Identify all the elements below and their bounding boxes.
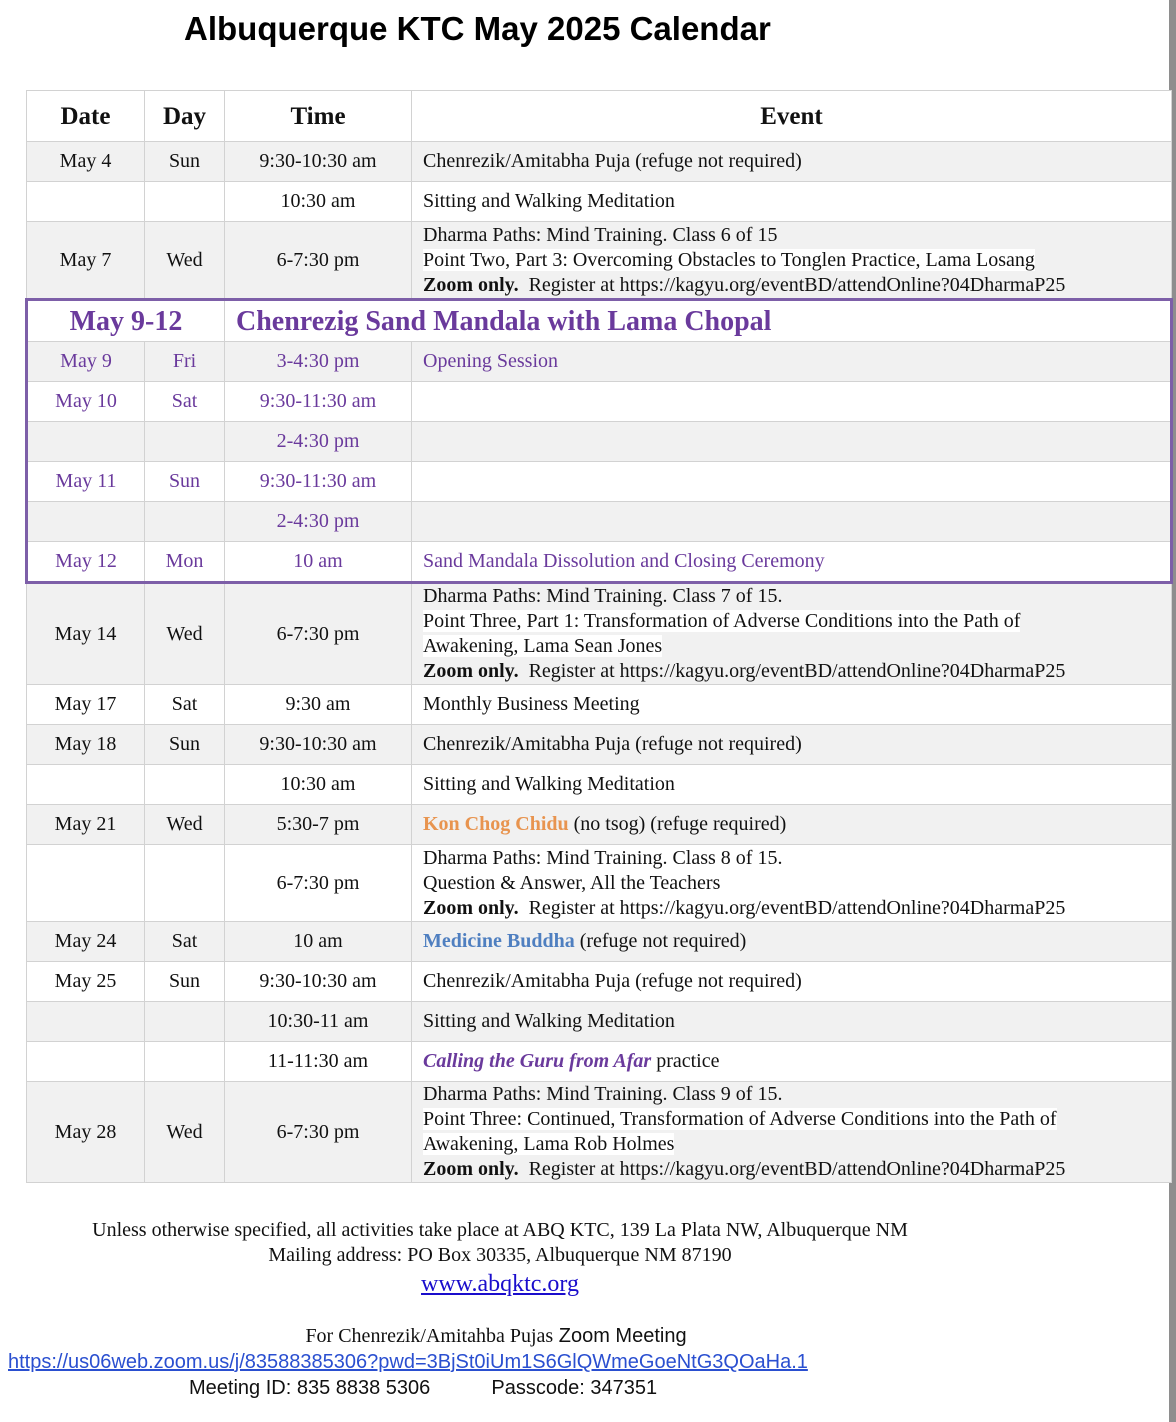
date-cell: May 28	[27, 1082, 145, 1183]
event-cell	[412, 1042, 1172, 1082]
day-cell: Wed	[145, 805, 225, 845]
calling-the-guru-label: Calling the Guru from Afar	[423, 1050, 652, 1072]
mandala-header-row	[27, 300, 1172, 342]
day-cell: Sat	[145, 382, 225, 422]
event-detail: (no tsog) (refuge required)	[568, 813, 787, 835]
day-cell	[145, 845, 225, 922]
day-cell: Sun	[145, 142, 225, 182]
header-row	[27, 91, 1172, 142]
time-cell: 9:30-10:30 am	[225, 725, 412, 765]
date-cell: May 12	[27, 542, 145, 583]
event-line: Awakening, Lama Sean Jones	[423, 635, 663, 657]
register-text: Register at https://kagyu.org/eventBD/attendOnline?04DharmaP25	[518, 1158, 1066, 1180]
table-row	[27, 685, 1172, 725]
date-cell: May 10	[27, 382, 145, 422]
calendar-table	[25, 90, 1173, 1183]
time-cell: 6-7:30 pm	[225, 583, 412, 685]
event-cell	[412, 422, 1172, 462]
time-cell: 2-4:30 pm	[225, 502, 412, 542]
date-cell: May 21	[27, 805, 145, 845]
time-cell: 5:30-7 pm	[225, 805, 412, 845]
table-row	[27, 382, 1172, 422]
event-cell	[412, 1082, 1172, 1183]
event-line: Point Three: Continued, Transformation of Adverse Conditions into the Path of	[423, 1108, 1057, 1130]
event-cell	[412, 805, 1172, 845]
day-cell: Wed	[145, 583, 225, 685]
event-line: Dharma Paths: Mind Training. Class 9 of 15.	[423, 1083, 783, 1105]
event-line: Dharma Paths: Mind Training. Class 8 of 15.	[423, 846, 783, 869]
sand-mandala-block	[27, 300, 1172, 583]
register-text: Register at https://kagyu.org/eventBD/attendOnline?04DharmaP25	[518, 273, 1066, 296]
mandala-date-range: May 9-12	[27, 300, 225, 342]
table-row	[27, 462, 1172, 502]
event-cell	[412, 583, 1172, 685]
day-cell	[145, 1042, 225, 1082]
date-cell	[27, 182, 145, 222]
header-day: Day	[145, 91, 225, 142]
event-line: Point Three, Part 1: Transformation of Adverse Conditions into the Path of	[423, 610, 1021, 632]
event-cell	[412, 502, 1172, 542]
event-cell: Chenrezik/Amitabha Puja (refuge not required)	[412, 142, 1172, 182]
time-cell: 9:30-11:30 am	[225, 462, 412, 502]
table-row	[27, 1002, 1172, 1042]
table-row	[27, 502, 1172, 542]
table-row	[27, 222, 1172, 300]
table-row	[27, 342, 1172, 382]
table-row	[27, 583, 1172, 685]
event-cell: Chenrezik/Amitabha Puja (refuge not required)	[412, 725, 1172, 765]
time-cell: 9:30-11:30 am	[225, 382, 412, 422]
day-cell	[145, 182, 225, 222]
date-cell	[27, 502, 145, 542]
location-note: Unless otherwise specified, all activities take place at ABQ KTC, 139 La Plata NW, Albuquerque NM	[92, 1219, 908, 1241]
register-text: Register at https://kagyu.org/eventBD/attendOnline?04DharmaP25	[518, 896, 1066, 919]
website-line	[0, 1269, 1000, 1299]
table-row	[27, 845, 1172, 922]
day-cell: Wed	[145, 1082, 225, 1183]
date-cell	[27, 1042, 145, 1082]
medicine-buddha-label: Medicine Buddha	[423, 930, 575, 952]
date-cell	[27, 845, 145, 922]
event-line: Question & Answer, All the Teachers	[423, 871, 721, 894]
day-cell	[145, 422, 225, 462]
table-row	[27, 142, 1172, 182]
event-cell	[412, 382, 1172, 422]
time-cell: 9:30-10:30 am	[225, 962, 412, 1002]
event-line: Awakening, Lama Rob Holmes	[423, 1133, 675, 1155]
day-cell: Wed	[145, 222, 225, 300]
table-row	[27, 725, 1172, 765]
time-cell: 2-4:30 pm	[225, 422, 412, 462]
kon-chog-chidu-label: Kon Chog Chidu	[423, 813, 569, 835]
zoom-only-label: Zoom only.	[423, 896, 519, 919]
event-cell: Sitting and Walking Meditation	[412, 182, 1172, 222]
event-detail: (refuge not required)	[574, 930, 747, 952]
table-row	[27, 805, 1172, 845]
time-cell: 6-7:30 pm	[225, 1082, 412, 1183]
day-cell	[145, 502, 225, 542]
event-line: Dharma Paths: Mind Training. Class 7 of 15.	[423, 585, 783, 607]
zoom-meeting-word: Zoom Meeting	[553, 1325, 687, 1347]
zoom-link-line	[8, 1350, 808, 1375]
zoom-intro: For Chenrezik/Amitahba Pujas	[305, 1325, 554, 1347]
header-time: Time	[225, 91, 412, 142]
zoom-only-label: Zoom only.	[423, 1158, 519, 1180]
date-cell: May 24	[27, 922, 145, 962]
event-cell	[412, 222, 1172, 300]
date-cell	[27, 422, 145, 462]
day-cell: Mon	[145, 542, 225, 583]
date-cell: May 17	[27, 685, 145, 725]
register-text: Register at https://kagyu.org/eventBD/attendOnline?04DharmaP25	[518, 660, 1066, 682]
day-cell: Sat	[145, 685, 225, 725]
header-event: Event	[412, 91, 1172, 142]
day-cell: Fri	[145, 342, 225, 382]
time-cell: 11-11:30 am	[225, 1042, 412, 1082]
event-cell	[412, 845, 1172, 922]
table-row	[27, 542, 1172, 583]
zoom-only-label: Zoom only.	[423, 273, 519, 296]
day-cell	[145, 765, 225, 805]
event-cell: Opening Session	[412, 342, 1172, 382]
event-cell: Sitting and Walking Meditation	[412, 765, 1172, 805]
event-cell: Chenrezik/Amitabha Puja (refuge not required)	[412, 962, 1172, 1002]
time-cell: 10:30 am	[225, 765, 412, 805]
meeting-id: Meeting ID: 835 8838 5306	[189, 1377, 431, 1399]
time-cell: 10 am	[225, 922, 412, 962]
event-detail: practice	[651, 1050, 720, 1072]
time-cell: 9:30-10:30 am	[225, 142, 412, 182]
table-row	[27, 765, 1172, 805]
day-cell: Sun	[145, 462, 225, 502]
mailing-address: Mailing address: PO Box 30335, Albuquerque NM 87190	[268, 1244, 732, 1266]
time-cell: 3-4:30 pm	[225, 342, 412, 382]
header-date: Date	[27, 91, 145, 142]
zoom-credentials	[189, 1376, 657, 1401]
date-cell	[27, 1002, 145, 1042]
website-link[interactable]: www.abqktc.org	[421, 1271, 579, 1297]
date-cell: May 14	[27, 583, 145, 685]
date-cell	[27, 765, 145, 805]
event-cell	[412, 462, 1172, 502]
date-cell: May 4	[27, 142, 145, 182]
passcode: Passcode: 347351	[491, 1377, 658, 1399]
time-cell: 6-7:30 pm	[225, 845, 412, 922]
date-cell: May 11	[27, 462, 145, 502]
date-cell: May 9	[27, 342, 145, 382]
table-row	[27, 182, 1172, 222]
time-cell: 10:30 am	[225, 182, 412, 222]
table-row	[27, 922, 1172, 962]
table-row	[27, 422, 1172, 462]
event-cell: Sitting and Walking Meditation	[412, 1002, 1172, 1042]
day-cell: Sun	[145, 962, 225, 1002]
event-cell	[412, 922, 1172, 962]
date-cell: May 18	[27, 725, 145, 765]
event-cell: Monthly Business Meeting	[412, 685, 1172, 725]
date-cell: May 7	[27, 222, 145, 300]
event-line: Point Two, Part 3: Overcoming Obstacles to Tonglen Practice, Lama Losang	[423, 248, 1035, 271]
table-row	[27, 962, 1172, 1002]
table-row	[27, 1082, 1172, 1183]
page-title: Albuquerque KTC May 2025 Calendar	[184, 10, 771, 47]
mandala-title: Chenrezig Sand Mandala with Lama Chopal	[225, 300, 1172, 342]
date-cell: May 25	[27, 962, 145, 1002]
zoom-meeting-heading	[0, 1324, 996, 1349]
time-cell: 10 am	[225, 542, 412, 583]
day-cell: Sat	[145, 922, 225, 962]
table-row	[27, 1042, 1172, 1082]
zoom-meeting-link[interactable]: https://us06web.zoom.us/j/83588385306?pwd=3BjSt0iUm1S6GlQWmeGoeNtG3QOaHa.1	[8, 1351, 808, 1373]
zoom-only-label: Zoom only.	[423, 660, 519, 682]
time-cell: 9:30 am	[225, 685, 412, 725]
day-cell: Sun	[145, 725, 225, 765]
event-cell: Sand Mandala Dissolution and Closing Ceremony	[412, 542, 1172, 583]
time-cell: 10:30-11 am	[225, 1002, 412, 1042]
time-cell: 6-7:30 pm	[225, 222, 412, 300]
event-line: Dharma Paths: Mind Training. Class 6 of 15	[423, 223, 778, 246]
day-cell	[145, 1002, 225, 1042]
